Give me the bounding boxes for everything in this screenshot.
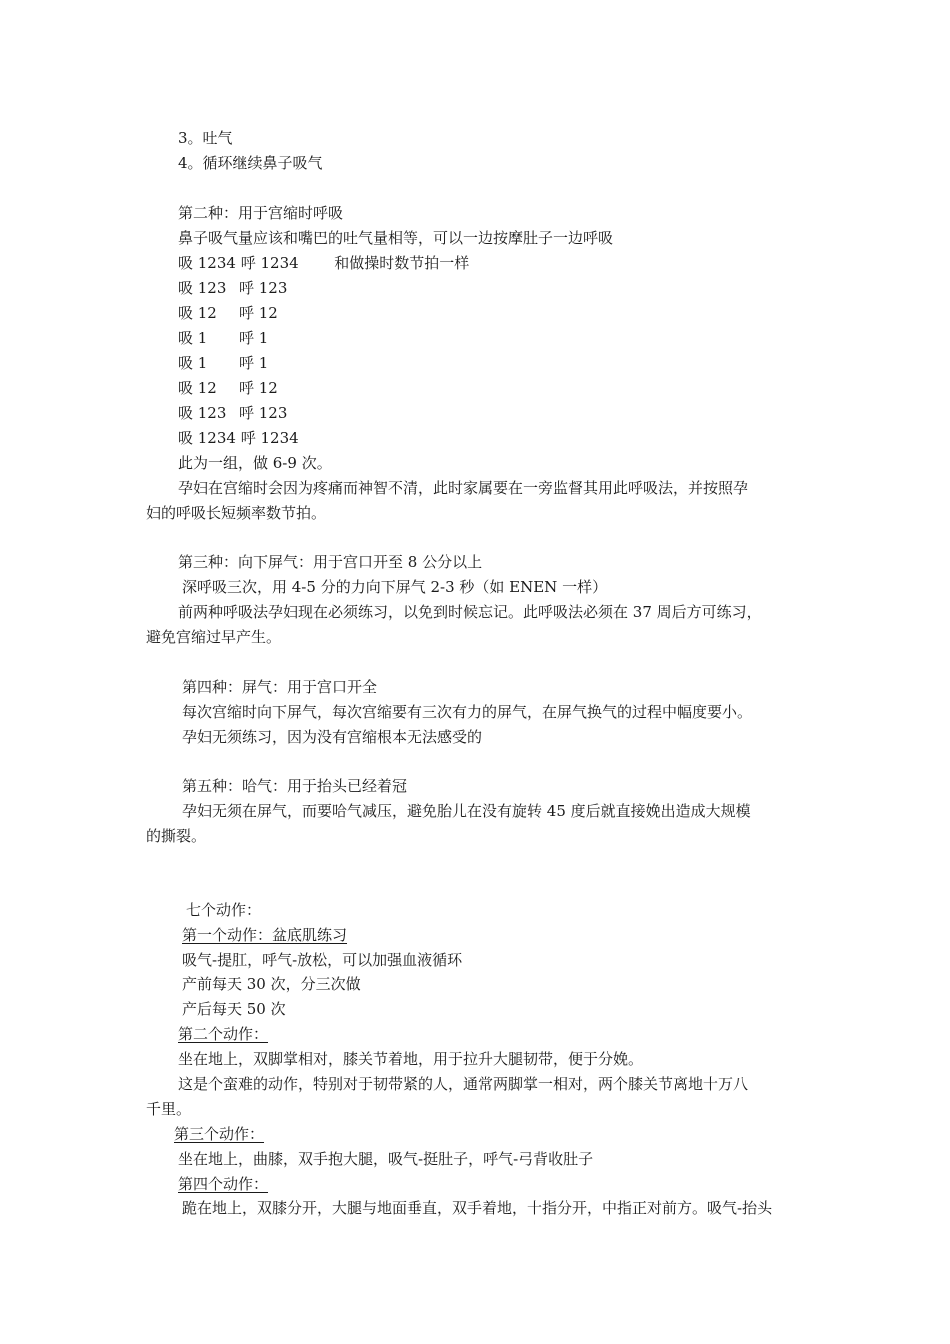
method-5-title: 第五种：哈气：用于抬头已经着冠: [182, 777, 408, 795]
action-2-line-1: 坐在地上，双脚掌相对，膝关节着地，用于拉升大腿韧带，便于分娩。: [178, 1050, 644, 1068]
action-1-title: 第一个动作：盆底肌练习: [182, 926, 348, 944]
method-4-note: 孕妇无须练习，因为没有宫缩根本无法感受的: [182, 728, 483, 746]
action-1-line-2: 产前每天 30 次，分三次做: [182, 975, 361, 993]
action-3-line-1: 坐在地上，曲膝，双手抱大腿，吸气-挺肚子，呼气-弓背收肚子: [178, 1150, 594, 1168]
action-4-title: 第四个动作：: [178, 1175, 269, 1193]
method-5-desc-line-1: 孕妇无须在屏气，而要哈气减压，避免胎儿在没有旋转 45 度后就直接娩出造成大规模: [182, 802, 751, 820]
action-2-line-3: 千里。: [146, 1100, 192, 1118]
inhale-count: 吸 123: [178, 279, 227, 297]
inhale-count: 吸 12: [178, 379, 217, 397]
action-1-line-3: 产后每天 50 次: [182, 1000, 286, 1018]
inhale-count: 吸 1234: [178, 429, 236, 447]
exhale-count: 呼 1234: [240, 429, 299, 447]
action-1-line-1: 吸气-提肛，呼气-放松，可以加强血液循环: [182, 951, 463, 969]
method-3-desc: 深呼吸三次，用 4-5 分的力向下屏气 2-3 秒（如 ENEN 一样）: [182, 578, 608, 596]
breath-row: [178, 253, 469, 273]
inhale-count: 吸 1: [178, 354, 208, 372]
method-5-desc-line-2: 的撕裂。: [146, 827, 207, 845]
exhale-count: 呼 1234: [240, 254, 299, 272]
breath-row: [178, 403, 288, 423]
breath-row: [178, 428, 299, 448]
breath-row: [178, 353, 269, 373]
breathing-step-4: 4。循环继续鼻子吸气: [178, 154, 323, 172]
method-3-note-line-1: 前两种呼吸法孕妇现在必须练习，以免到时候忘记。此呼吸法必须在 37 周后方可练习，: [178, 603, 762, 621]
exhale-count: 呼 12: [239, 379, 278, 397]
inhale-count: 吸 123: [178, 404, 227, 422]
rhythm-note: 和做操时数节拍一样: [334, 254, 470, 272]
inhale-count: 吸 12: [178, 304, 217, 322]
breath-row: [178, 378, 278, 398]
action-2-title: 第二个动作：: [178, 1025, 269, 1043]
breath-row: [178, 278, 288, 298]
exhale-count: 呼 123: [239, 279, 288, 297]
method-2-note-line-2: 妇的呼吸长短频率数节拍。: [146, 504, 327, 522]
exhale-count: 呼 1: [239, 354, 269, 372]
breath-row: [178, 328, 269, 348]
actions-heading: 七个动作：: [186, 901, 262, 919]
action-3-title: 第三个动作：: [174, 1125, 265, 1143]
exhale-count: 呼 1: [239, 329, 269, 347]
inhale-count: 吸 1: [178, 329, 208, 347]
method-2-desc: 鼻子吸气量应该和嘴巴的吐气量相等，可以一边按摩肚子一边呼吸: [178, 229, 614, 247]
method-3-title: 第三种：向下屏气：用于宫口开至 8 公分以上: [178, 553, 483, 571]
exhale-count: 呼 12: [239, 304, 278, 322]
method-2-title: 第二种：用于宫缩时呼吸: [178, 204, 344, 222]
action-4-line-1: 跪在地上，双膝分开，大腿与地面垂直，双手着地，十指分开，中指正对前方。吸气-抬头: [182, 1199, 773, 1217]
method-2-group: 此为一组，做 6-9 次。: [178, 454, 332, 472]
exhale-count: 呼 123: [239, 404, 288, 422]
method-3-note-line-2: 避免宫缩过早产生。: [146, 628, 282, 646]
breath-row: [178, 303, 278, 323]
inhale-count: 吸 1234: [178, 254, 236, 272]
method-4-desc: 每次宫缩时向下屏气，每次宫缩要有三次有力的屏气，在屏气换气的过程中幅度要小。: [182, 703, 753, 721]
action-2-line-2: 这是个蛮难的动作，特别对于韧带紧的人，通常两脚掌一相对，两个膝关节离地十万八: [178, 1075, 749, 1093]
breathing-step-3: 3。吐气: [178, 129, 233, 147]
method-4-title: 第四种：屏气：用于宫口开全: [182, 678, 378, 696]
method-2-note-line-1: 孕妇在宫缩时会因为疼痛而神智不清，此时家属要在一旁监督其用此呼吸法，并按照孕: [178, 479, 749, 497]
